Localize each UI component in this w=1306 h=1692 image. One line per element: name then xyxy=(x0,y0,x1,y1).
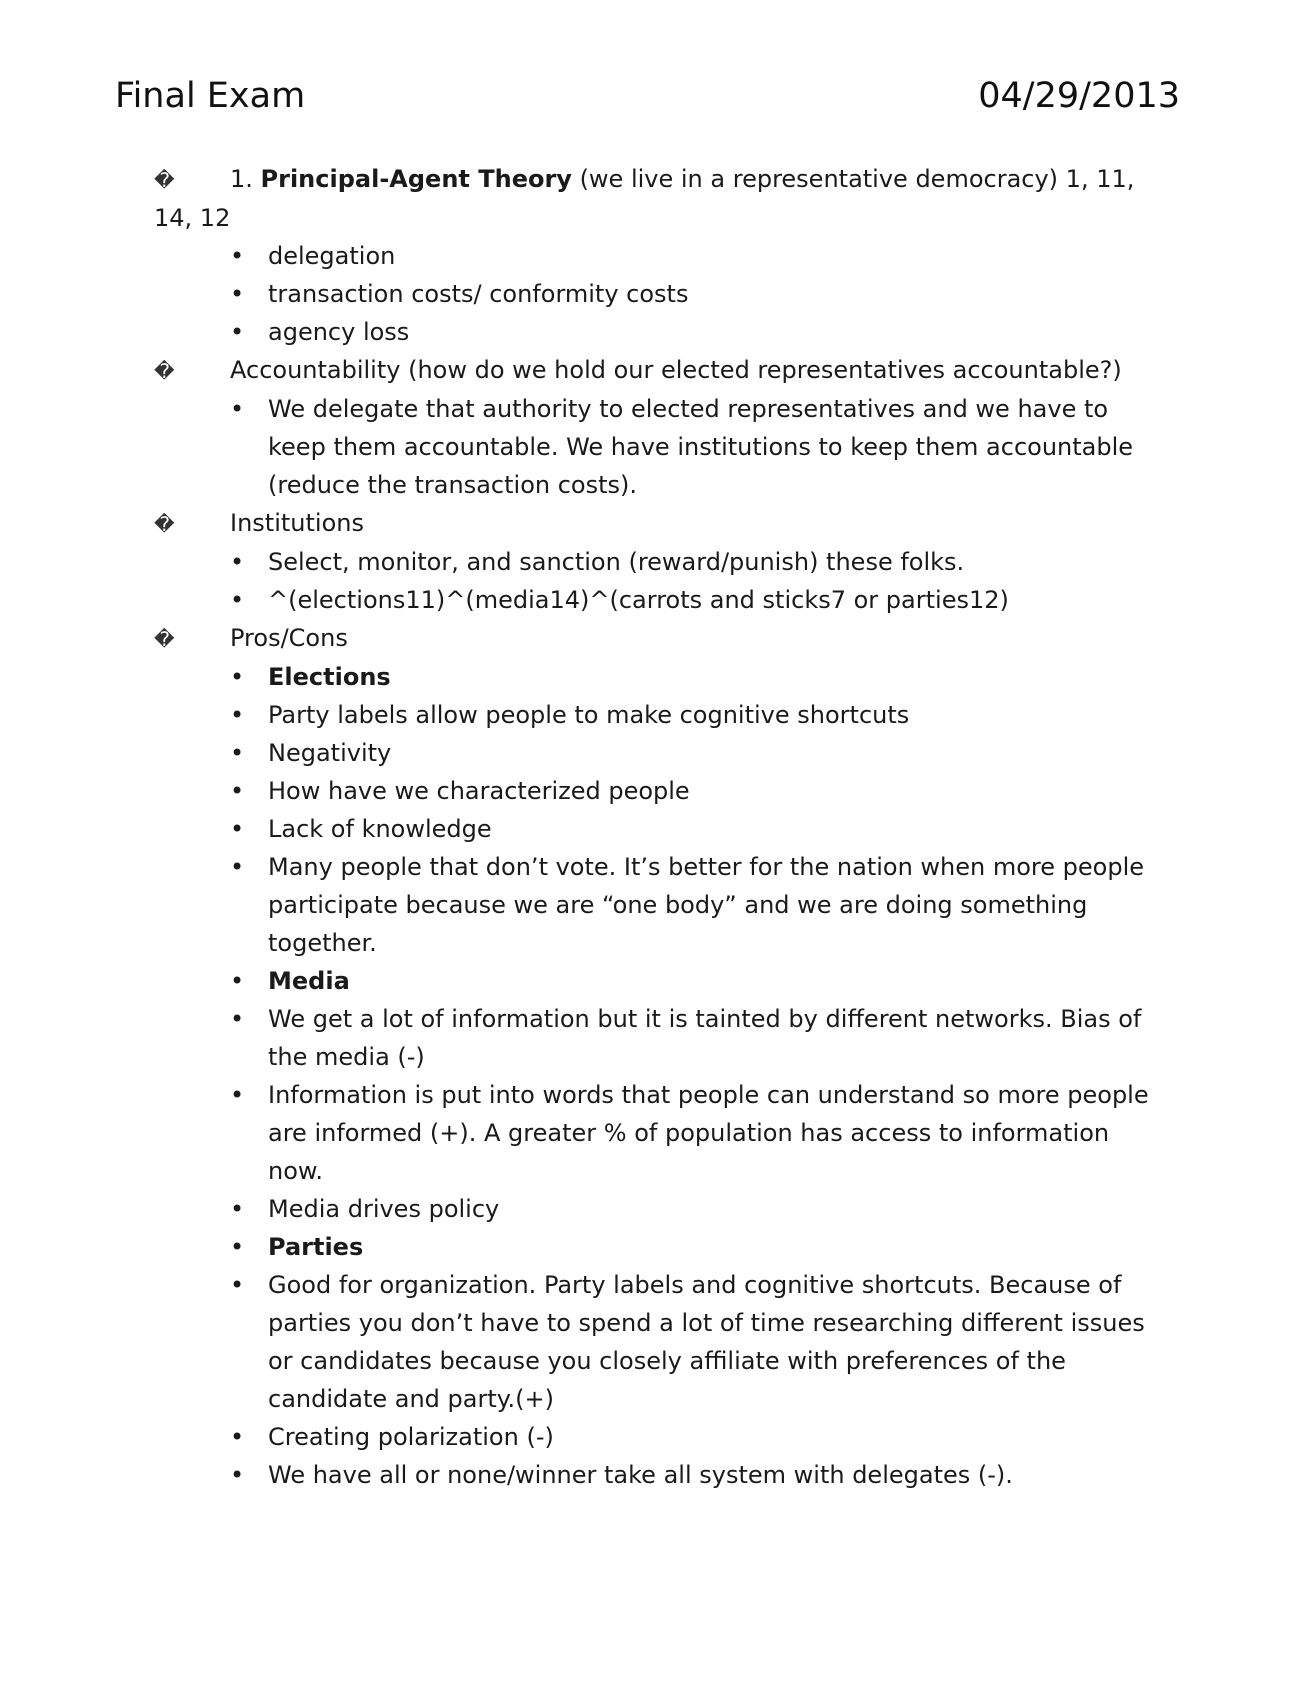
bullet-icon: • xyxy=(230,1195,245,1223)
bullet-icon: • xyxy=(230,1005,245,1033)
document-date: 04/29/2013 xyxy=(978,76,1180,116)
list-item xyxy=(230,696,1164,734)
list-item xyxy=(230,734,1164,772)
bullet-icon: • xyxy=(230,1081,245,1109)
list-item-text: Good for organization. Party labels and cognitive shortcuts. Because of parties you don’t have to spend a lot of time researching different issues or candidates because you closely affiliate with preferences of the candidate and party.(+) xyxy=(268,1271,1145,1413)
list-item xyxy=(230,275,1164,313)
list-item xyxy=(230,1076,1164,1190)
bullet-icon: • xyxy=(230,663,245,691)
bullet-icon: • xyxy=(230,280,245,308)
list-item-text: transaction costs/ conformity costs xyxy=(268,280,689,308)
section-title: (we live in a representative democracy) 1, 11, 14, 12 xyxy=(154,165,1135,232)
list-item xyxy=(230,1000,1164,1076)
section-marker-icon: � xyxy=(154,627,175,651)
list-item-text: Party labels allow people to make cognitive shortcuts xyxy=(268,701,910,729)
list-item xyxy=(230,1228,1164,1266)
bullet-icon: • xyxy=(230,1423,245,1451)
bullet-icon: • xyxy=(230,967,245,995)
notes-body xyxy=(154,160,1164,1494)
section-title-bold: Principal-Agent Theory xyxy=(260,165,572,193)
list-item xyxy=(230,237,1164,275)
list-subheading: Elections xyxy=(268,663,391,691)
list-item xyxy=(230,390,1164,504)
list-item-text: Select, monitor, and sanction (reward/punish) these folks. xyxy=(268,548,965,576)
section-title: Institutions xyxy=(230,509,364,537)
section-heading xyxy=(154,160,1164,237)
page-header xyxy=(115,72,1180,120)
document-title: Final Exam xyxy=(115,76,306,116)
bullet-list xyxy=(154,237,1164,351)
bullet-icon: • xyxy=(230,1271,245,1299)
bullet-icon: • xyxy=(230,701,245,729)
list-item xyxy=(230,543,1164,581)
list-item xyxy=(230,772,1164,810)
list-item-text: We have all or none/winner take all system with delegates (-). xyxy=(268,1461,1013,1489)
list-item-text: Media drives policy xyxy=(268,1195,500,1223)
bullet-icon: • xyxy=(230,242,245,270)
bullet-icon: • xyxy=(230,586,245,614)
bullet-icon: • xyxy=(230,853,245,881)
section-marker-icon: � xyxy=(154,512,175,536)
list-item-text: Creating polarization (-) xyxy=(268,1423,554,1451)
list-item xyxy=(230,1456,1164,1494)
bullet-icon: • xyxy=(230,395,245,423)
bullet-icon: • xyxy=(230,548,245,576)
list-item-text: agency loss xyxy=(268,318,410,346)
bullet-icon: • xyxy=(230,777,245,805)
list-item-text: delegation xyxy=(268,242,396,270)
list-item xyxy=(230,1266,1164,1418)
list-item-text: Many people that don’t vote. It’s better for the nation when more people participate because we are “one body” and we are doing something together. xyxy=(268,853,1145,957)
list-subheading: Parties xyxy=(268,1233,364,1261)
section-title: Pros/Cons xyxy=(230,624,348,652)
bullet-list xyxy=(154,658,1164,1494)
section-number: 1. xyxy=(230,165,261,193)
list-item-text: How have we characterized people xyxy=(268,777,690,805)
list-item xyxy=(230,658,1164,696)
list-item xyxy=(230,848,1164,962)
list-subheading: Media xyxy=(268,967,350,995)
list-item xyxy=(230,313,1164,351)
list-item-text: We delegate that authority to elected representatives and we have to keep them accountable. We have institutions to keep them accountable (reduce the transaction costs). xyxy=(268,395,1134,499)
section-marker-icon: � xyxy=(154,359,175,383)
bullet-icon: • xyxy=(230,318,245,346)
section-heading xyxy=(154,619,1164,658)
bullet-icon: • xyxy=(230,739,245,767)
bullet-list xyxy=(154,390,1164,504)
section-heading xyxy=(154,351,1164,390)
list-item xyxy=(230,810,1164,848)
list-item-text: Negativity xyxy=(268,739,392,767)
list-item xyxy=(230,962,1164,1000)
section-marker-icon: � xyxy=(154,168,175,192)
list-item-text: ^(elections11)^(media14)^(carrots and sticks7 or parties12) xyxy=(268,586,1009,614)
list-item xyxy=(230,581,1164,619)
list-item xyxy=(230,1418,1164,1456)
list-item xyxy=(230,1190,1164,1228)
bullet-list xyxy=(154,543,1164,619)
list-item-text: Lack of knowledge xyxy=(268,815,492,843)
bullet-icon: • xyxy=(230,1233,245,1261)
section-title: Accountability (how do we hold our elected representatives accountable?) xyxy=(230,356,1122,384)
bullet-icon: • xyxy=(230,1461,245,1489)
list-item-text: We get a lot of information but it is tainted by different networks. Bias of the media (-) xyxy=(268,1005,1142,1071)
list-item-text: Information is put into words that people can understand so more people are informed (+). A greater % of population has access to information now. xyxy=(268,1081,1149,1185)
section-heading xyxy=(154,504,1164,543)
bullet-icon: • xyxy=(230,815,245,843)
